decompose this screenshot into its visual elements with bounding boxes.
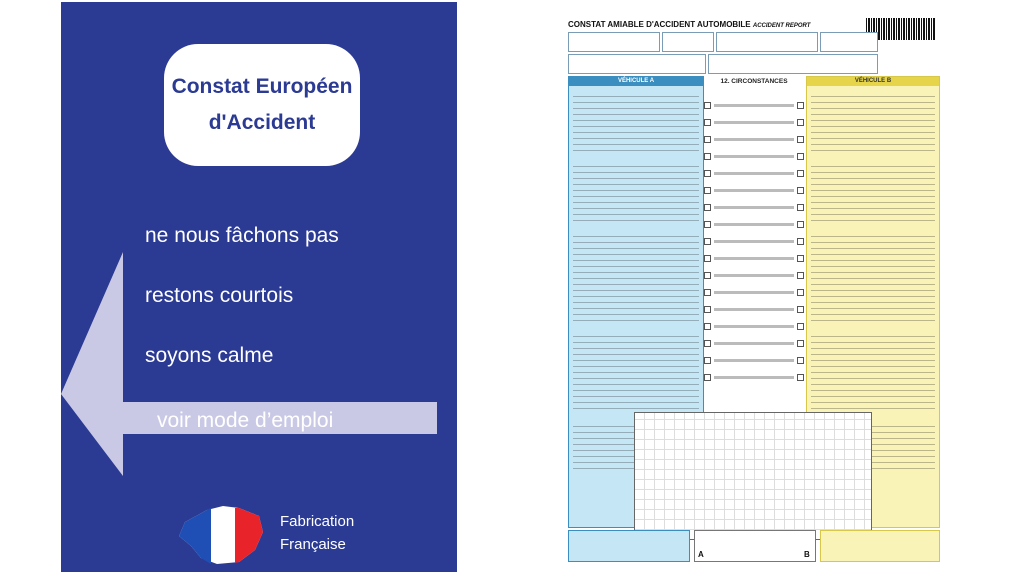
circumstance-text [714,172,794,175]
made-line-2: Française [280,536,346,553]
checkbox-b[interactable] [797,306,804,313]
accident-sketch-grid [634,412,872,540]
circumstance-row [704,340,804,346]
observations-a [568,530,690,562]
cover-title-line1: Constat Européen [171,75,353,98]
circumstance-text [714,138,794,141]
circumstance-text [714,223,794,226]
checkbox-a[interactable] [704,357,711,364]
checkbox-a[interactable] [704,289,711,296]
circumstance-text [714,240,794,243]
circumstance-text [714,257,794,260]
circumstance-text [714,325,794,328]
checkbox-a[interactable] [704,187,711,194]
checkbox-a[interactable] [704,221,711,228]
checkbox-b[interactable] [797,136,804,143]
checkbox-a[interactable] [704,238,711,245]
checkbox-a[interactable] [704,102,711,109]
circumstance-row [704,153,804,159]
form-header [568,20,810,29]
vehicle-b-header: VÉHICULE B [807,77,939,86]
checkbox-a[interactable] [704,340,711,347]
circumstance-row [704,323,804,329]
circumstances-column [704,76,804,396]
form-subtitle: ACCIDENT REPORT [752,23,811,29]
observations-b [820,530,940,562]
circumstance-row [704,187,804,193]
circumstance-text [714,206,794,209]
circumstance-row [704,204,804,210]
circumstance-text [714,342,794,345]
slogan-2: restons courtois [145,284,294,307]
circumstances-title: 12. CIRCONSTANCES [720,78,788,85]
checkbox-b[interactable] [797,374,804,381]
checkbox-a[interactable] [704,374,711,381]
made-line-1: Fabrication [280,513,355,530]
checkbox-b[interactable] [797,357,804,364]
checkbox-a[interactable] [704,136,711,143]
circumstance-row [704,374,804,380]
circumstance-text [714,359,794,362]
checkbox-b[interactable] [797,272,804,279]
circumstance-row [704,255,804,261]
circumstance-row [704,357,804,363]
checkbox-a[interactable] [704,306,711,313]
circumstance-row [704,170,804,176]
circumstance-text [714,189,794,192]
circumstance-text [714,308,794,311]
circumstance-text [714,376,794,379]
checkbox-a[interactable] [704,153,711,160]
circumstance-row [704,136,804,142]
cover-title-line2: d'Accident [208,111,316,134]
france-flag-map-icon [177,502,269,566]
checkbox-b[interactable] [797,340,804,347]
checkbox-a[interactable] [704,255,711,262]
circumstance-text [714,104,794,107]
general-info-boxes [568,32,864,74]
checkbox-b[interactable] [797,204,804,211]
checkbox-a[interactable] [704,204,711,211]
checkbox-b[interactable] [797,187,804,194]
left-arrow-icon [61,252,457,478]
checkbox-a[interactable] [704,119,711,126]
checkbox-b[interactable] [797,153,804,160]
checkbox-b[interactable] [797,102,804,109]
checkbox-b[interactable] [797,238,804,245]
checkbox-b[interactable] [797,255,804,262]
circumstance-text [714,291,794,294]
checkbox-a[interactable] [704,170,711,177]
accident-report-form [564,18,942,564]
checkbox-b[interactable] [797,170,804,177]
checkbox-a[interactable] [704,272,711,279]
circumstance-text [714,121,794,124]
checkbox-b[interactable] [797,323,804,330]
signature-b-label: B [804,550,810,559]
circumstance-row [704,102,804,108]
signatures-box [694,530,816,562]
circumstance-text [714,155,794,158]
constat-cover [61,2,457,572]
circumstance-row [704,238,804,244]
circumstance-row [704,289,804,295]
circumstance-row [704,306,804,312]
circumstance-row [704,221,804,227]
slogan-3: soyons calme [145,344,274,367]
title-bubble [164,44,360,166]
made-in-france [280,510,354,556]
signature-a-label: A [698,550,704,559]
circumstance-row [704,119,804,125]
arrow-label: voir mode d’emploi [157,409,334,432]
checkbox-a[interactable] [704,323,711,330]
form-title: CONSTAT AMIABLE D'ACCIDENT AUTOMOBILE [568,20,751,29]
checkbox-b[interactable] [797,289,804,296]
slogan-1: ne nous fâchons pas [145,224,339,247]
circumstance-row [704,272,804,278]
circumstance-text [714,274,794,277]
vehicle-a-header: VÉHICULE A [569,77,703,86]
checkbox-b[interactable] [797,221,804,228]
checkbox-b[interactable] [797,119,804,126]
